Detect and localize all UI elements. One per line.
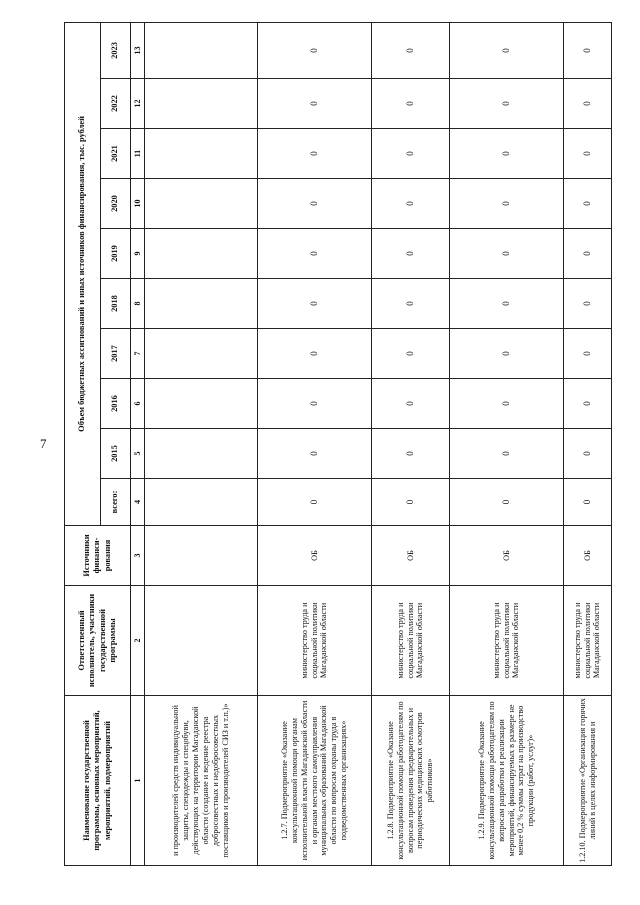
column-number: 5: [131, 429, 145, 479]
row-executor: министерство труда и социальной политики Магаданской области: [450, 586, 564, 696]
header-year: 2022: [101, 79, 131, 129]
value-cell: 0: [258, 229, 372, 279]
header-year: 2015: [101, 429, 131, 479]
page-number: 7: [40, 436, 47, 451]
value-cell: 0: [450, 379, 564, 429]
value-cell: 0: [564, 22, 612, 78]
funding-table: [64, 22, 612, 866]
value-cell: 0: [258, 22, 372, 78]
value-cell: 0: [564, 379, 612, 429]
value-cell: [145, 479, 258, 526]
value-cell: 0: [450, 479, 564, 526]
row-name: 1.2.9. Подмероприятие «Оказание консультационной помощи работодателям по вопросам разработки и реализации мероприятий, финансируемых в размере не менее 0,2 % суммы затрат на производство продукции (работ, услуг)»: [450, 696, 564, 866]
value-cell: [145, 279, 258, 329]
value-cell: [145, 129, 258, 179]
value-cell: 0: [564, 229, 612, 279]
value-cell: 0: [372, 479, 450, 526]
value-cell: 0: [450, 179, 564, 229]
value-cell: 0: [450, 22, 564, 78]
row-source: ОБ: [564, 526, 612, 586]
value-cell: 0: [258, 429, 372, 479]
header-year: 2018: [101, 279, 131, 329]
row-source: ОБ: [450, 526, 564, 586]
column-number: 9: [131, 229, 145, 279]
value-cell: [145, 22, 258, 78]
header-name: Наименование государственной программы, основных мероприятий, мероприятий, подмероприятий: [65, 696, 131, 866]
value-cell: 0: [372, 79, 450, 129]
row-source: ОБ: [258, 526, 372, 586]
value-cell: 0: [258, 379, 372, 429]
value-cell: 0: [450, 279, 564, 329]
table-row: [450, 22, 564, 865]
header-executor: Ответственный исполнитель, участники государственной программы: [65, 586, 131, 696]
value-cell: 0: [372, 22, 450, 78]
table-row: [564, 22, 612, 865]
value-cell: 0: [258, 129, 372, 179]
column-number: 2: [131, 586, 145, 696]
header-year: 2021: [101, 129, 131, 179]
value-cell: 0: [258, 179, 372, 229]
value-cell: 0: [450, 329, 564, 379]
value-cell: 0: [372, 429, 450, 479]
row-name: и производителей средств индивидуальной защиты, спецодежды и спецобуви, действующих на территории Магаданской области (создание и ведение реестра добросовестных и недобросовестных поставщиков и производителей СИЗ и т.п.)»: [145, 696, 258, 866]
value-cell: 0: [372, 179, 450, 229]
row-executor: [145, 586, 258, 696]
header-year: 2017: [101, 329, 131, 379]
value-cell: 0: [564, 279, 612, 329]
value-cell: 0: [564, 329, 612, 379]
value-cell: [145, 329, 258, 379]
header-total: всего:: [101, 479, 131, 526]
value-cell: 0: [372, 329, 450, 379]
value-cell: 0: [564, 429, 612, 479]
value-cell: 0: [372, 229, 450, 279]
column-number: 7: [131, 329, 145, 379]
value-cell: 0: [450, 129, 564, 179]
column-number: 4: [131, 479, 145, 526]
value-cell: 0: [258, 279, 372, 329]
value-cell: 0: [564, 479, 612, 526]
value-cell: [145, 229, 258, 279]
header-year: 2020: [101, 179, 131, 229]
value-cell: [145, 429, 258, 479]
value-cell: 0: [450, 229, 564, 279]
row-name: 1.2.8. Подмероприятие «Оказание консультационной помощи работодателям по вопросам проведения предварительных и периодических медицинских осмотров работников»: [372, 696, 450, 866]
column-number: 11: [131, 129, 145, 179]
row-executor: министерство труда и социальной политики Магаданской области: [564, 586, 612, 696]
table-row: [258, 22, 372, 865]
header-year: 2023: [101, 22, 131, 78]
table-row: [145, 22, 258, 865]
column-number: 3: [131, 526, 145, 586]
value-cell: 0: [258, 479, 372, 526]
column-number: 8: [131, 279, 145, 329]
value-cell: 0: [372, 379, 450, 429]
row-source: ОБ: [372, 526, 450, 586]
value-cell: 0: [258, 329, 372, 379]
table-row: [372, 22, 450, 865]
value-cell: 0: [564, 129, 612, 179]
header-volume: Объем бюджетных ассигнований и иных источников финансирования, тыс. рублей: [65, 22, 101, 525]
rotated-table-frame: [64, 23, 602, 866]
row-executor: министерство труда и социальной политики Магаданской области: [258, 586, 372, 696]
row-name: 1.2.7. Подмероприятие «Оказание консультационной помощи органам исполнительной власти Магаданской области и органам местного самоуправления муниципальных образований Магаданской области по вопросам охраны труда в подведомственных организациях»: [258, 696, 372, 866]
value-cell: 0: [564, 179, 612, 229]
value-cell: [145, 79, 258, 129]
row-name: 1.2.10. Подмероприятие «Организация горячих линий в целях информирования и: [564, 696, 612, 866]
value-cell: 0: [450, 429, 564, 479]
column-number: 6: [131, 379, 145, 429]
column-number: 13: [131, 22, 145, 78]
value-cell: 0: [372, 129, 450, 179]
value-cell: 0: [564, 79, 612, 129]
value-cell: 0: [372, 279, 450, 329]
header-sources: Источники финанси-рования: [65, 526, 131, 586]
header-year: 2016: [101, 379, 131, 429]
value-cell: 0: [450, 79, 564, 129]
value-cell: [145, 179, 258, 229]
value-cell: 0: [258, 79, 372, 129]
row-source: [145, 526, 258, 586]
column-number: 10: [131, 179, 145, 229]
column-number: 12: [131, 79, 145, 129]
row-executor: министерство труда и социальной политики Магаданской области: [372, 586, 450, 696]
value-cell: [145, 379, 258, 429]
header-year: 2019: [101, 229, 131, 279]
column-number: 1: [131, 696, 145, 866]
